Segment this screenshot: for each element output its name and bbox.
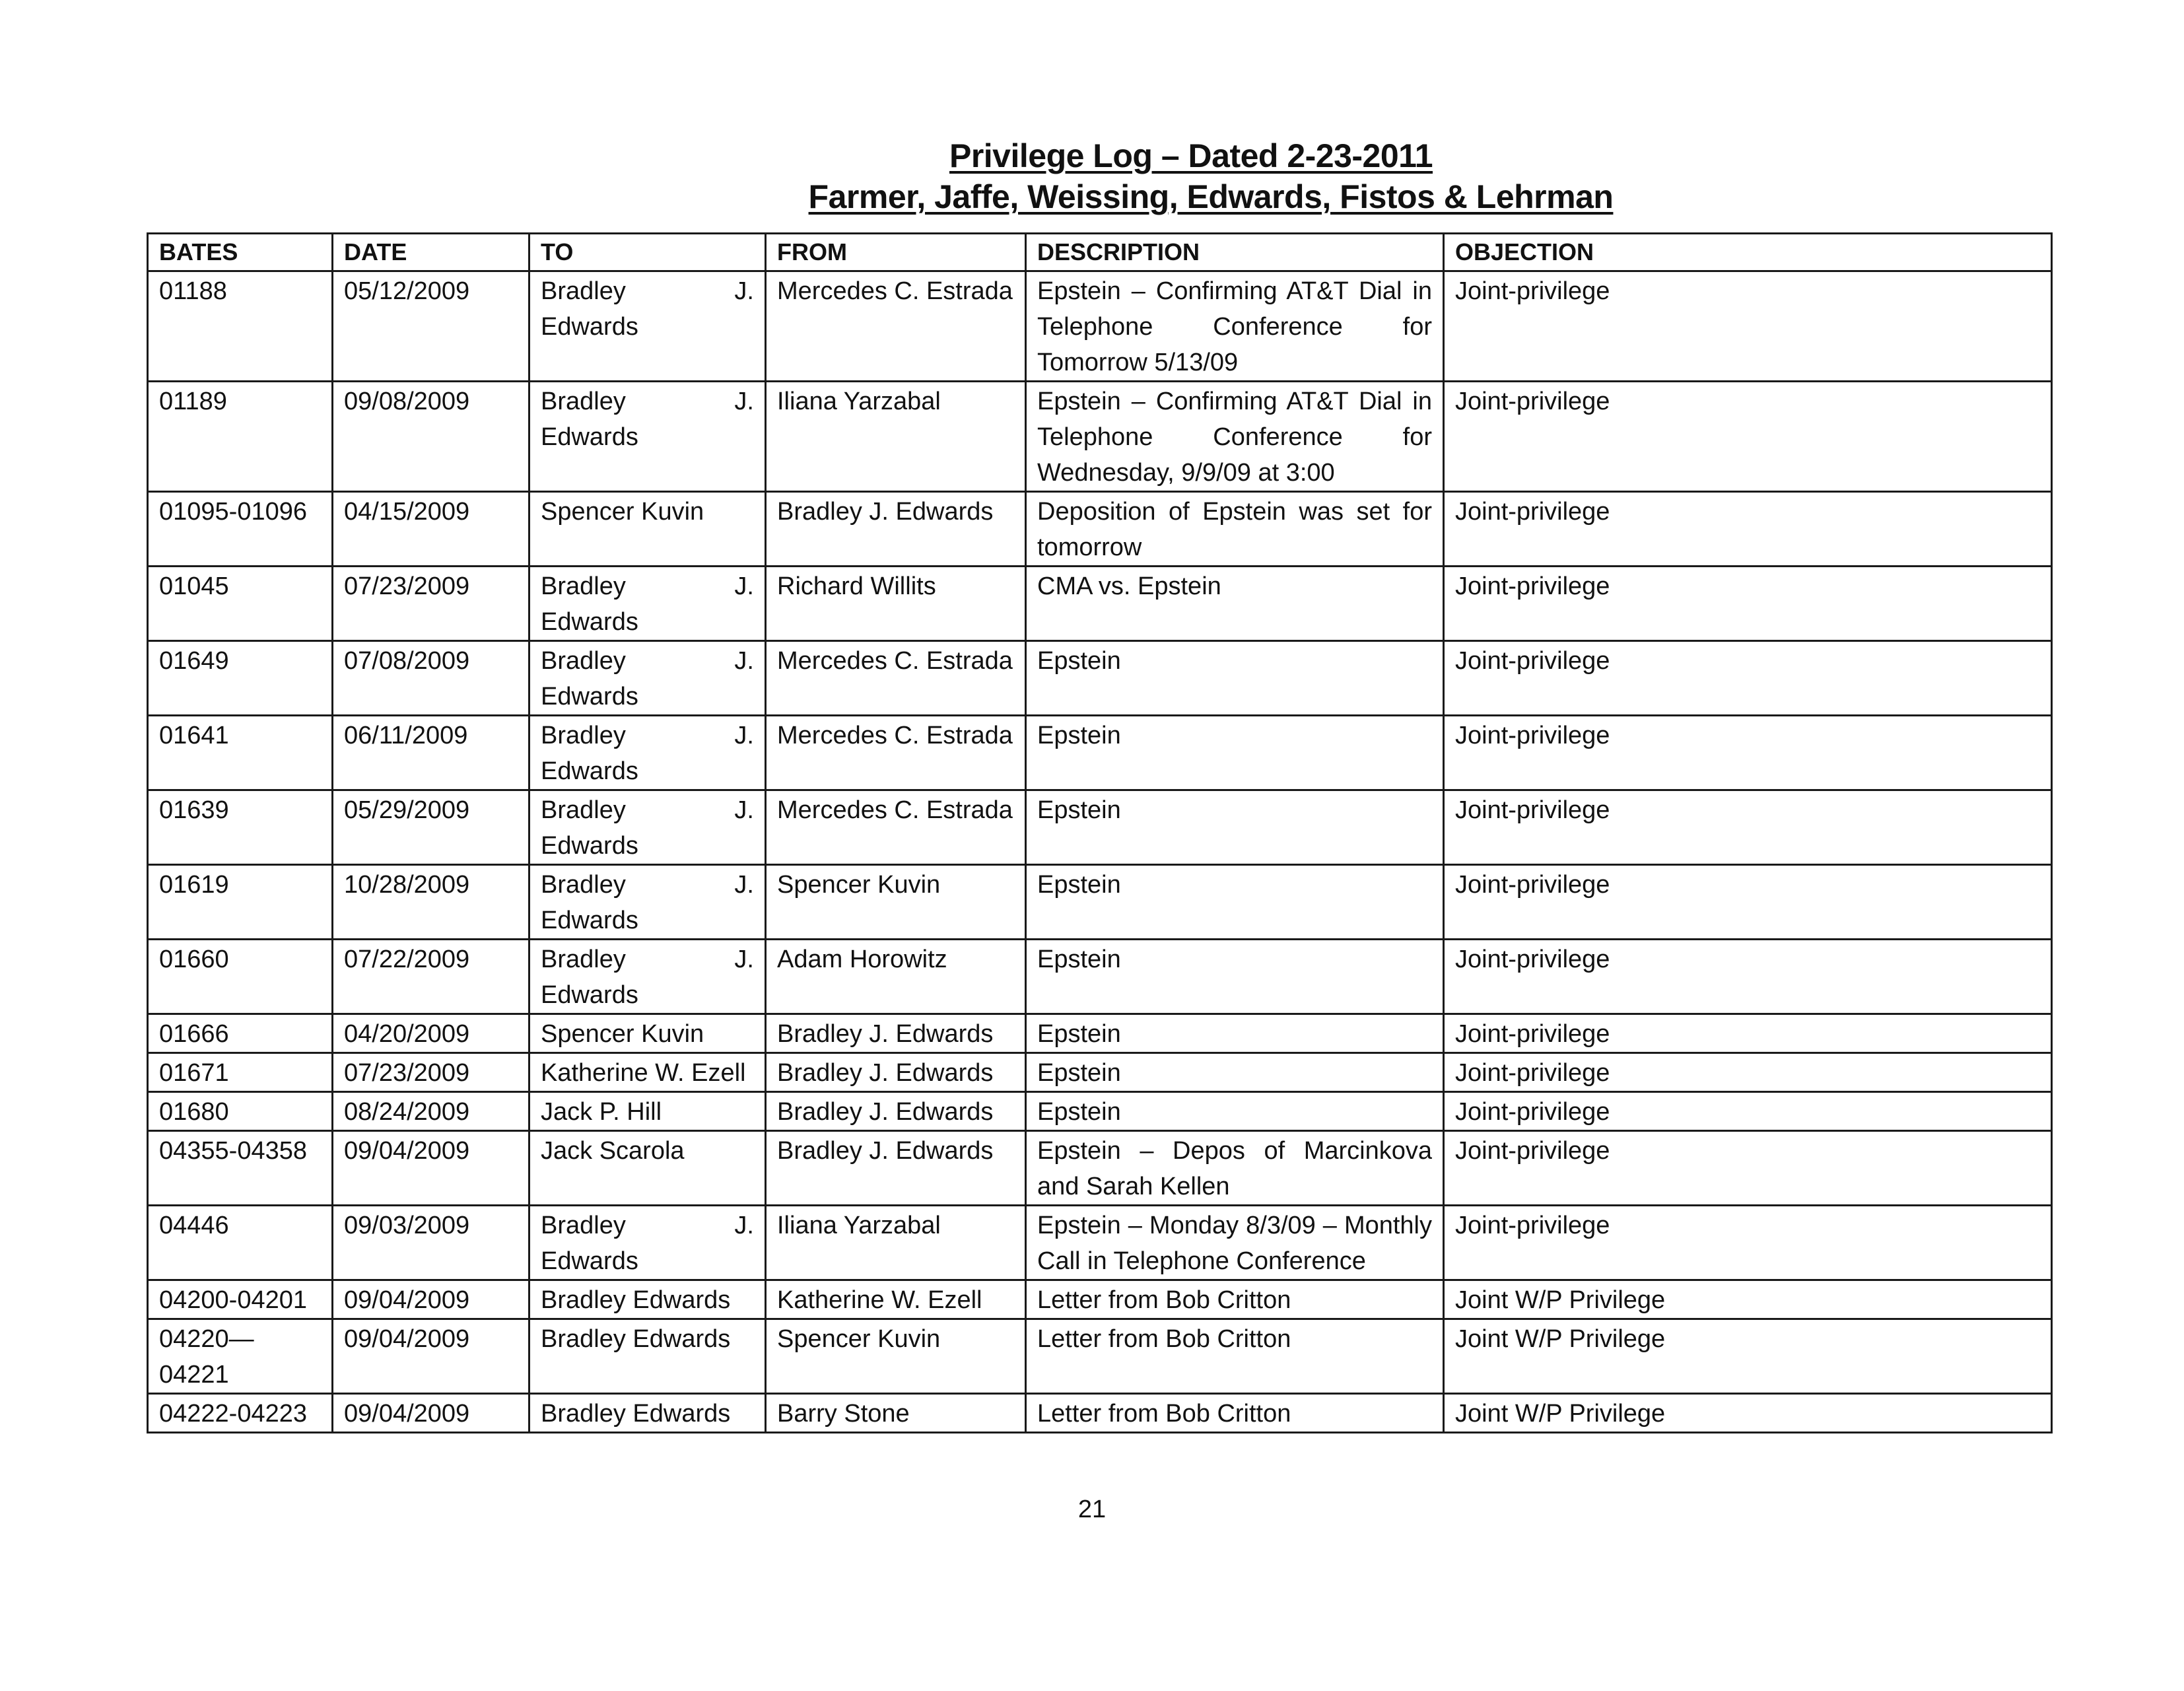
cell-date: 08/24/2009 — [333, 1092, 529, 1131]
table-header-row — [148, 234, 2052, 271]
cell-date: 04/15/2009 — [333, 492, 529, 567]
cell-objection: Joint W/P Privilege — [1444, 1280, 2052, 1319]
cell-objection: Joint W/P Privilege — [1444, 1394, 2052, 1433]
cell-date: 09/03/2009 — [333, 1206, 529, 1280]
cell-to: Jack Scarola — [529, 1131, 766, 1206]
cell-description: Epstein — [1026, 716, 1444, 790]
cell-description: Epstein – Depos of Marcinkova and Sarah Kellen — [1026, 1131, 1444, 1206]
cell-to: Bradley J. Edwards — [529, 790, 766, 865]
table-body — [148, 271, 2052, 1433]
cell-to: Bradley J. Edwards — [529, 382, 766, 492]
cell-description: Deposition of Epstein was set for tomorrow — [1026, 492, 1444, 567]
cell-date: 10/28/2009 — [333, 865, 529, 940]
cell-bates: 04220—04221 — [148, 1319, 333, 1394]
table-row — [148, 271, 2052, 382]
cell-from: Bradley J. Edwards — [766, 1014, 1026, 1053]
cell-objection: Joint-privilege — [1444, 382, 2052, 492]
table-row — [148, 716, 2052, 790]
header-description: DESCRIPTION — [1026, 234, 1444, 271]
cell-bates: 01666 — [148, 1014, 333, 1053]
cell-to: Spencer Kuvin — [529, 492, 766, 567]
cell-to: Katherine W. Ezell — [529, 1053, 766, 1092]
cell-date: 09/08/2009 — [333, 382, 529, 492]
table-row — [148, 865, 2052, 940]
cell-description: Epstein — [1026, 865, 1444, 940]
cell-description: Epstein — [1026, 790, 1444, 865]
cell-bates: 01639 — [148, 790, 333, 865]
cell-date: 09/04/2009 — [333, 1280, 529, 1319]
cell-objection: Joint W/P Privilege — [1444, 1319, 2052, 1394]
cell-to: Bradley J. Edwards — [529, 940, 766, 1014]
cell-to: Bradley J. Edwards — [529, 865, 766, 940]
cell-description: Epstein — [1026, 1014, 1444, 1053]
cell-bates: 01671 — [148, 1053, 333, 1092]
cell-date: 09/04/2009 — [333, 1319, 529, 1394]
cell-from: Bradley J. Edwards — [766, 492, 1026, 567]
header-date: DATE — [333, 234, 529, 271]
cell-objection: Joint-privilege — [1444, 716, 2052, 790]
header-bates: BATES — [148, 234, 333, 271]
header-objection: OBJECTION — [1444, 234, 2052, 271]
table-row — [148, 1092, 2052, 1131]
cell-description: Epstein – Monday 8/3/09 – Monthly Call in Telephone Conference — [1026, 1206, 1444, 1280]
cell-objection: Joint-privilege — [1444, 567, 2052, 641]
cell-from: Katherine W. Ezell — [766, 1280, 1026, 1319]
title-block — [0, 135, 2184, 217]
cell-to: Bradley Edwards — [529, 1319, 766, 1394]
table-row — [148, 641, 2052, 716]
cell-from: Iliana Yarzabal — [766, 1206, 1026, 1280]
cell-objection: Joint-privilege — [1444, 940, 2052, 1014]
cell-bates: 01660 — [148, 940, 333, 1014]
cell-bates: 04355-04358 — [148, 1131, 333, 1206]
cell-from: Mercedes C. Estrada — [766, 641, 1026, 716]
cell-from: Bradley J. Edwards — [766, 1131, 1026, 1206]
cell-to: Bradley J. Edwards — [529, 641, 766, 716]
cell-to: Bradley J. Edwards — [529, 567, 766, 641]
cell-description: Epstein – Confirming AT&T Dial in Telephone Conference for Wednesday, 9/9/09 at 3:00 — [1026, 382, 1444, 492]
page-title: Privilege Log – Dated 2-23-2011 — [949, 137, 1433, 174]
cell-objection: Joint-privilege — [1444, 1014, 2052, 1053]
table-row — [148, 1131, 2052, 1206]
cell-date: 07/22/2009 — [333, 940, 529, 1014]
cell-from: Adam Horowitz — [766, 940, 1026, 1014]
cell-bates: 01641 — [148, 716, 333, 790]
cell-from: Mercedes C. Estrada — [766, 271, 1026, 382]
table-row — [148, 1319, 2052, 1394]
table-row — [148, 492, 2052, 567]
cell-description: Epstein — [1026, 641, 1444, 716]
cell-bates: 01188 — [148, 271, 333, 382]
table-row — [148, 1014, 2052, 1053]
cell-date: 07/08/2009 — [333, 641, 529, 716]
cell-objection: Joint-privilege — [1444, 271, 2052, 382]
cell-objection: Joint-privilege — [1444, 790, 2052, 865]
cell-description: Epstein — [1026, 1053, 1444, 1092]
cell-bates: 01619 — [148, 865, 333, 940]
cell-objection: Joint-privilege — [1444, 865, 2052, 940]
cell-bates: 01095-01096 — [148, 492, 333, 567]
cell-to: Bradley Edwards — [529, 1394, 766, 1433]
cell-bates: 01680 — [148, 1092, 333, 1131]
cell-bates: 04200-04201 — [148, 1280, 333, 1319]
cell-objection: Joint-privilege — [1444, 1131, 2052, 1206]
page-subtitle: Farmer, Jaffe, Weissing, Edwards, Fistos & Lehrman — [808, 178, 1614, 215]
header-to: TO — [529, 234, 766, 271]
cell-description: CMA vs. Epstein — [1026, 567, 1444, 641]
cell-date: 07/23/2009 — [333, 1053, 529, 1092]
cell-from: Spencer Kuvin — [766, 865, 1026, 940]
cell-bates: 01649 — [148, 641, 333, 716]
header-from: FROM — [766, 234, 1026, 271]
cell-to: Spencer Kuvin — [529, 1014, 766, 1053]
cell-date: 07/23/2009 — [333, 567, 529, 641]
cell-to: Bradley J. Edwards — [529, 271, 766, 382]
cell-to: Bradley J. Edwards — [529, 716, 766, 790]
cell-description: Epstein – Confirming AT&T Dial in Telephone Conference for Tomorrow 5/13/09 — [1026, 271, 1444, 382]
table-row — [148, 1394, 2052, 1433]
table-row — [148, 1053, 2052, 1092]
cell-description: Letter from Bob Critton — [1026, 1280, 1444, 1319]
cell-from: Spencer Kuvin — [766, 1319, 1026, 1394]
cell-from: Mercedes C. Estrada — [766, 716, 1026, 790]
cell-bates: 04222-04223 — [148, 1394, 333, 1433]
table-row — [148, 790, 2052, 865]
table-row — [148, 382, 2052, 492]
cell-from: Barry Stone — [766, 1394, 1026, 1433]
cell-date: 04/20/2009 — [333, 1014, 529, 1053]
cell-to: Bradley J. Edwards — [529, 1206, 766, 1280]
cell-from: Iliana Yarzabal — [766, 382, 1026, 492]
cell-description: Letter from Bob Critton — [1026, 1319, 1444, 1394]
privilege-log-table — [147, 232, 2053, 1433]
table-row — [148, 567, 2052, 641]
cell-from: Bradley J. Edwards — [766, 1092, 1026, 1131]
cell-from: Bradley J. Edwards — [766, 1053, 1026, 1092]
table-row — [148, 1206, 2052, 1280]
cell-date: 09/04/2009 — [333, 1131, 529, 1206]
cell-objection: Joint-privilege — [1444, 1053, 2052, 1092]
page-number: 21 — [1077, 1496, 1107, 1523]
cell-from: Richard Willits — [766, 567, 1026, 641]
cell-bates: 01045 — [148, 567, 333, 641]
cell-bates: 04446 — [148, 1206, 333, 1280]
cell-objection: Joint-privilege — [1444, 1092, 2052, 1131]
cell-date: 06/11/2009 — [333, 716, 529, 790]
cell-bates: 01189 — [148, 382, 333, 492]
cell-description: Letter from Bob Critton — [1026, 1394, 1444, 1433]
cell-objection: Joint-privilege — [1444, 492, 2052, 567]
cell-to: Bradley Edwards — [529, 1280, 766, 1319]
cell-date: 05/29/2009 — [333, 790, 529, 865]
cell-description: Epstein — [1026, 940, 1444, 1014]
cell-date: 05/12/2009 — [333, 271, 529, 382]
cell-objection: Joint-privilege — [1444, 1206, 2052, 1280]
table-row — [148, 940, 2052, 1014]
cell-objection: Joint-privilege — [1444, 641, 2052, 716]
cell-description: Epstein — [1026, 1092, 1444, 1131]
cell-from: Mercedes C. Estrada — [766, 790, 1026, 865]
table-row — [148, 1280, 2052, 1319]
cell-date: 09/04/2009 — [333, 1394, 529, 1433]
cell-to: Jack P. Hill — [529, 1092, 766, 1131]
